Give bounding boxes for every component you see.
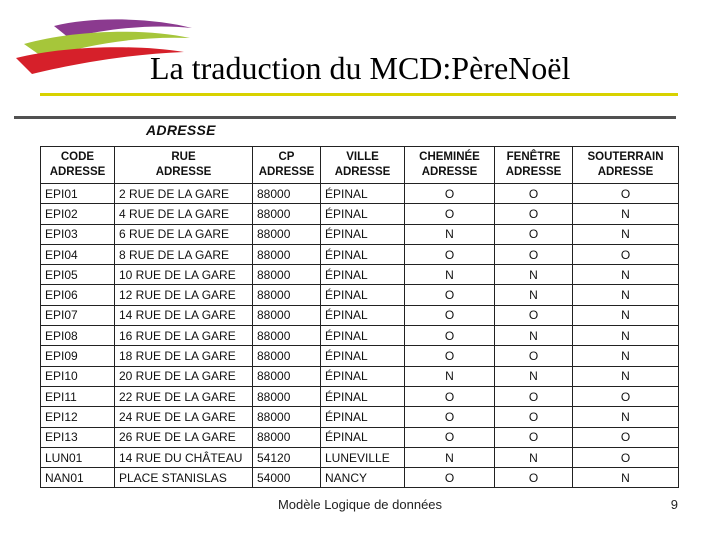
cell-rue: 6 RUE DE LA GARE [115, 224, 253, 244]
cell-cp: 88000 [253, 427, 321, 447]
cell-code: EPI13 [41, 427, 115, 447]
title-underline [40, 93, 678, 96]
cell-code: EPI07 [41, 305, 115, 325]
cell-ville: ÉPINAL [321, 184, 405, 204]
cell-fenetre: N [495, 366, 573, 386]
cell-ville: ÉPINAL [321, 244, 405, 264]
cell-fenetre: N [495, 326, 573, 346]
cell-cp: 54000 [253, 468, 321, 488]
cell-code: EPI10 [41, 366, 115, 386]
cell-souterrain: O [573, 184, 679, 204]
cell-rue: 10 RUE DE LA GARE [115, 265, 253, 285]
cell-rue: 24 RUE DE LA GARE [115, 407, 253, 427]
cell-cp: 88000 [253, 326, 321, 346]
cell-cheminee: O [405, 427, 495, 447]
cell-ville: ÉPINAL [321, 265, 405, 285]
cell-code: EPI03 [41, 224, 115, 244]
slide-footer: Modèle Logique de données [277, 497, 443, 512]
cell-souterrain: N [573, 407, 679, 427]
cell-ville: ÉPINAL [321, 407, 405, 427]
cell-rue: 22 RUE DE LA GARE [115, 386, 253, 406]
cell-rue: 12 RUE DE LA GARE [115, 285, 253, 305]
cell-rue: 26 RUE DE LA GARE [115, 427, 253, 447]
cell-cheminee: O [405, 346, 495, 366]
table-row [41, 407, 679, 427]
cell-souterrain: N [573, 305, 679, 325]
cell-fenetre: N [495, 285, 573, 305]
slide-title: La traduction du MCD:PèreNoël [150, 50, 571, 86]
cell-ville: LUNEVILLE [321, 447, 405, 467]
page-number: 9 [670, 497, 678, 512]
cell-ville: ÉPINAL [321, 346, 405, 366]
cell-cheminee: O [405, 386, 495, 406]
cell-ville: NANCY [321, 468, 405, 488]
cell-code: EPI02 [41, 204, 115, 224]
cell-cp: 88000 [253, 244, 321, 264]
cell-cp: 88000 [253, 346, 321, 366]
header-rue: RUE ADRESSE [115, 147, 253, 184]
cell-souterrain: O [573, 447, 679, 467]
table-row [41, 224, 679, 244]
cell-code: EPI08 [41, 326, 115, 346]
cell-fenetre: O [495, 224, 573, 244]
cell-cheminee: O [405, 407, 495, 427]
cell-ville: ÉPINAL [321, 224, 405, 244]
cell-fenetre: O [495, 305, 573, 325]
cell-rue: 16 RUE DE LA GARE [115, 326, 253, 346]
cell-souterrain: N [573, 285, 679, 305]
cell-code: EPI12 [41, 407, 115, 427]
table-row [41, 285, 679, 305]
cell-souterrain: N [573, 265, 679, 285]
cell-rue: 2 RUE DE LA GARE [115, 184, 253, 204]
cell-code: LUN01 [41, 447, 115, 467]
cell-fenetre: O [495, 468, 573, 488]
cell-cheminee: N [405, 366, 495, 386]
cell-rue: 8 RUE DE LA GARE [115, 244, 253, 264]
cell-souterrain: O [573, 244, 679, 264]
cell-ville: ÉPINAL [321, 366, 405, 386]
header-ville: VILLE ADRESSE [321, 147, 405, 184]
cell-souterrain: N [573, 468, 679, 488]
table-row [41, 346, 679, 366]
cell-ville: ÉPINAL [321, 285, 405, 305]
cell-fenetre: O [495, 386, 573, 406]
cell-fenetre: O [495, 244, 573, 264]
cell-ville: ÉPINAL [321, 326, 405, 346]
cell-fenetre: O [495, 346, 573, 366]
header-cp: CP ADRESSE [253, 147, 321, 184]
cell-rue: 14 RUE DU CHÂTEAU [115, 447, 253, 467]
cell-souterrain: O [573, 386, 679, 406]
table-row [41, 326, 679, 346]
cell-rue: 4 RUE DE LA GARE [115, 204, 253, 224]
cell-souterrain: N [573, 224, 679, 244]
cell-cheminee: O [405, 244, 495, 264]
table-row [41, 184, 679, 204]
cell-fenetre: O [495, 184, 573, 204]
cell-cheminee: N [405, 224, 495, 244]
scan-top-line [14, 116, 676, 119]
cell-souterrain: O [573, 427, 679, 447]
cell-cheminee: O [405, 184, 495, 204]
cell-code: EPI01 [41, 184, 115, 204]
cell-code: EPI05 [41, 265, 115, 285]
cell-cp: 88000 [253, 285, 321, 305]
cell-cp: 88000 [253, 265, 321, 285]
cell-fenetre: O [495, 427, 573, 447]
cell-code: EPI04 [41, 244, 115, 264]
cell-code: EPI11 [41, 386, 115, 406]
cell-code: NAN01 [41, 468, 115, 488]
table-row [41, 427, 679, 447]
address-table [40, 146, 679, 488]
cell-cp: 88000 [253, 366, 321, 386]
cell-ville: ÉPINAL [321, 204, 405, 224]
table-row [41, 305, 679, 325]
cell-code: EPI09 [41, 346, 115, 366]
table-title: ADRESSE [146, 122, 216, 138]
cell-souterrain: N [573, 204, 679, 224]
cell-rue: 14 RUE DE LA GARE [115, 305, 253, 325]
cell-cp: 88000 [253, 204, 321, 224]
cell-cp: 54120 [253, 447, 321, 467]
cell-souterrain: N [573, 326, 679, 346]
header-souterrain: SOUTERRAIN ADRESSE [573, 147, 679, 184]
cell-souterrain: N [573, 366, 679, 386]
cell-cheminee: O [405, 326, 495, 346]
header-fenetre: FENÊTRE ADRESSE [495, 147, 573, 184]
cell-fenetre: O [495, 204, 573, 224]
cell-rue: PLACE STANISLAS [115, 468, 253, 488]
table-row [41, 204, 679, 224]
cell-cheminee: N [405, 265, 495, 285]
cell-cheminee: O [405, 468, 495, 488]
table-row [41, 366, 679, 386]
cell-fenetre: O [495, 407, 573, 427]
cell-ville: ÉPINAL [321, 305, 405, 325]
table-row [41, 244, 679, 264]
cell-cp: 88000 [253, 184, 321, 204]
header-cheminee: CHEMINÉE ADRESSE [405, 147, 495, 184]
cell-cheminee: N [405, 447, 495, 467]
cell-ville: ÉPINAL [321, 386, 405, 406]
cell-cheminee: O [405, 285, 495, 305]
cell-cp: 88000 [253, 305, 321, 325]
table-header-row [41, 147, 679, 184]
cell-fenetre: N [495, 447, 573, 467]
cell-souterrain: N [573, 346, 679, 366]
cell-ville: ÉPINAL [321, 427, 405, 447]
cell-cp: 88000 [253, 386, 321, 406]
cell-cp: 88000 [253, 407, 321, 427]
cell-rue: 20 RUE DE LA GARE [115, 366, 253, 386]
cell-fenetre: N [495, 265, 573, 285]
header-code: CODE ADRESSE [41, 147, 115, 184]
table-row [41, 468, 679, 488]
table-row [41, 265, 679, 285]
table-row [41, 386, 679, 406]
cell-rue: 18 RUE DE LA GARE [115, 346, 253, 366]
cell-cheminee: O [405, 204, 495, 224]
cell-cheminee: O [405, 305, 495, 325]
table-row [41, 447, 679, 467]
cell-code: EPI06 [41, 285, 115, 305]
cell-cp: 88000 [253, 224, 321, 244]
